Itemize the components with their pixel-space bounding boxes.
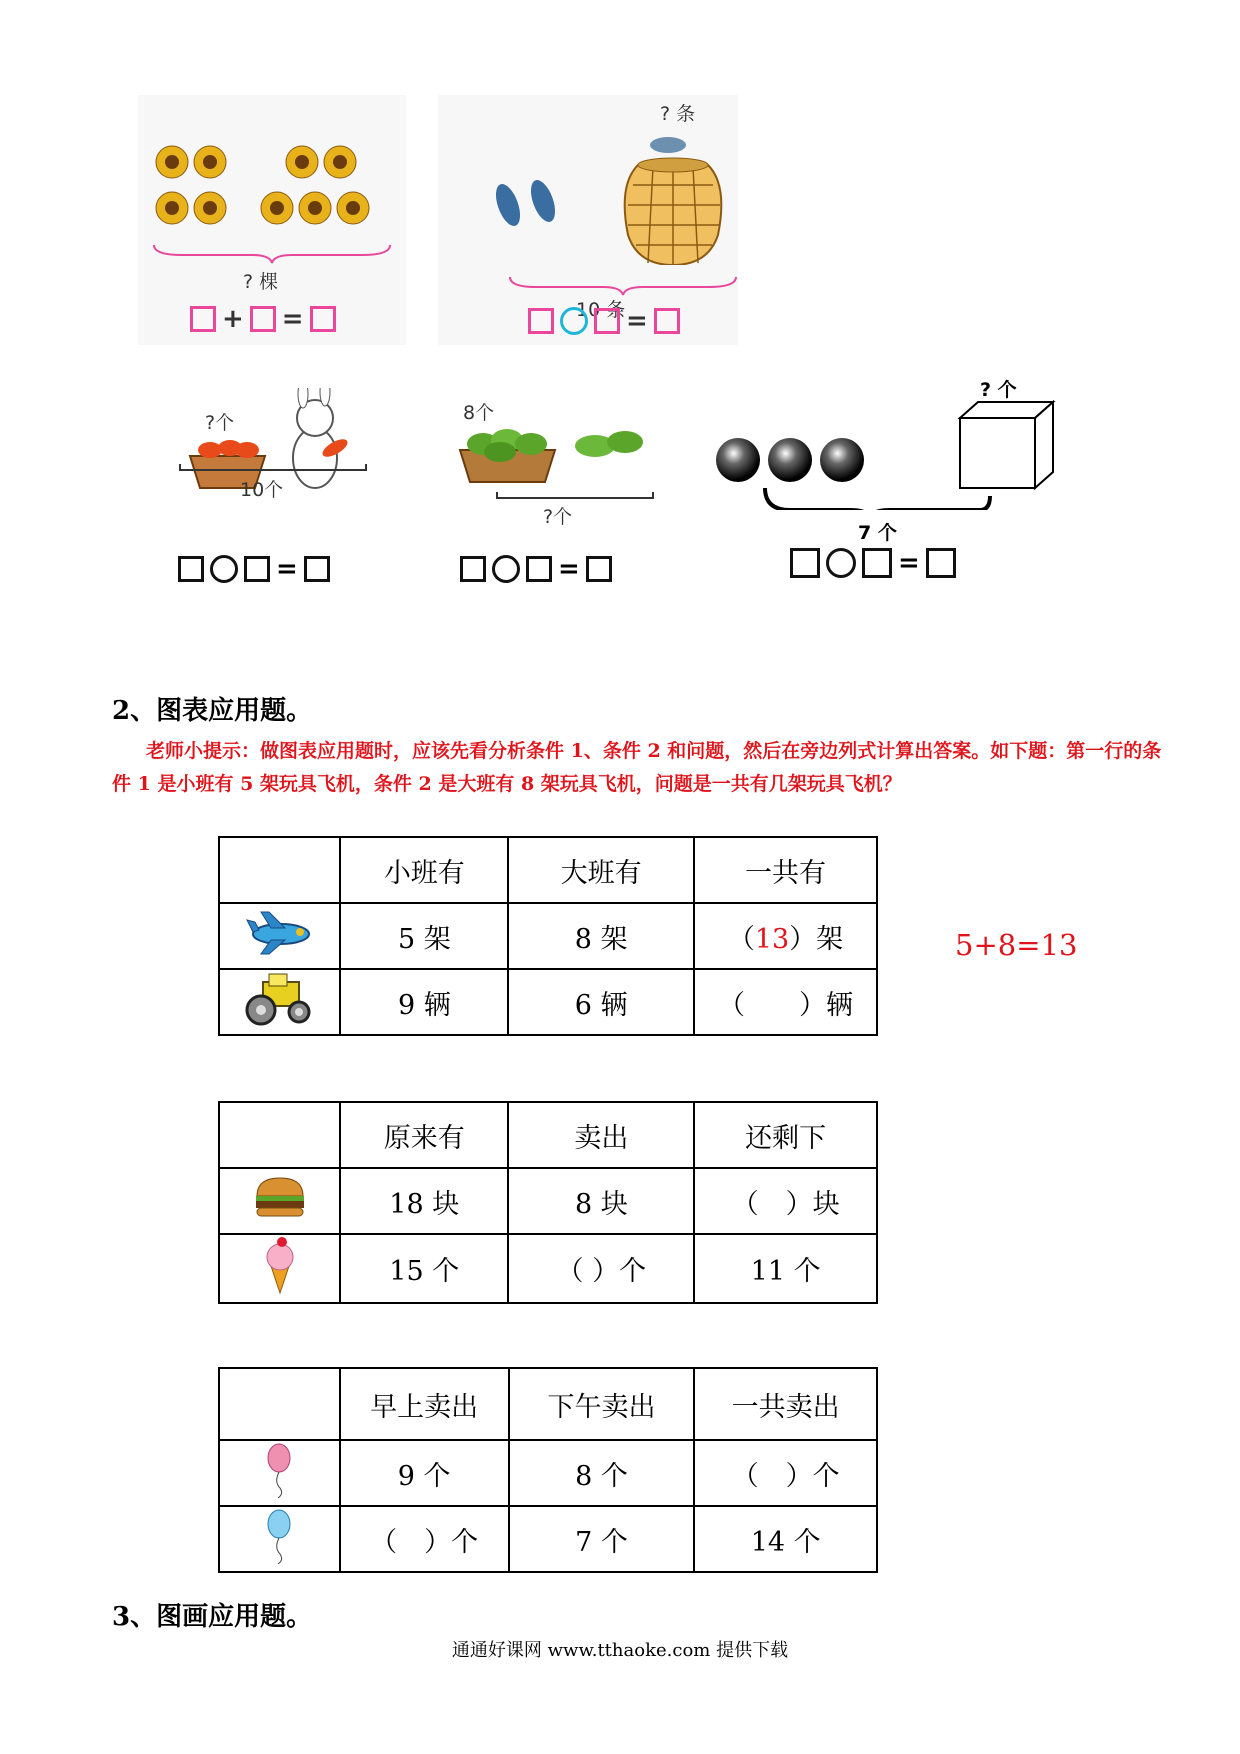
- mango-bottom-label: ?个: [543, 506, 573, 528]
- table-cell: 8 架: [508, 903, 694, 969]
- airplane-icon: [219, 903, 340, 969]
- box-question-label: ? 个: [980, 379, 1017, 401]
- plus-sign: +: [222, 304, 244, 334]
- answer-box[interactable]: [526, 556, 552, 582]
- operator-circle[interactable]: [492, 555, 520, 583]
- sunflower-equation: [190, 305, 336, 333]
- equals-sign: =: [276, 554, 298, 584]
- table-cell: 18 块: [340, 1168, 508, 1234]
- sunflower-question-label: ? 棵: [243, 271, 279, 293]
- sunflowers-illustration: [152, 140, 402, 240]
- table-cell: 14 个: [694, 1506, 877, 1572]
- table-cell: 15 个: [340, 1234, 508, 1303]
- tractor-icon: [219, 969, 340, 1035]
- equals-sign: =: [558, 554, 580, 584]
- fish-equation: [528, 307, 680, 335]
- answer-cell[interactable]: [694, 903, 877, 969]
- operator-circle[interactable]: [826, 548, 856, 578]
- fish-and-basket-illustration: [488, 125, 728, 265]
- column-header: 大班有: [508, 837, 694, 903]
- table-balloon-sales: [218, 1367, 878, 1573]
- column-header: 下午卖出: [509, 1368, 695, 1440]
- answer-cell[interactable]: （ ）个: [340, 1506, 509, 1572]
- table-toy-vehicles: [218, 836, 878, 1036]
- rabbit-total-label: 10个: [240, 479, 284, 501]
- mango-equation: [460, 555, 612, 583]
- column-header: 卖出: [508, 1102, 694, 1168]
- answer-cell[interactable]: （ ）块: [694, 1168, 877, 1234]
- answer-box[interactable]: [178, 556, 204, 582]
- answer-box[interactable]: [190, 306, 216, 332]
- operator-circle[interactable]: [210, 555, 238, 583]
- teacher-tip: 老师小提示：做图表应用题时，应该先看分析条件 1、条件 2 和问题，然后在旁边列式计算出答案。如下题：第一行的条件 1 是小班有 5 架玩具飞机，条件 2 是大班有 8 架玩具飞机，问题是一共有几架玩具飞机？: [112, 740, 1162, 795]
- operator-circle[interactable]: [560, 307, 588, 335]
- table-cell: 7 个: [509, 1506, 695, 1572]
- answer-box[interactable]: [304, 556, 330, 582]
- table-cell: 6 辆: [508, 969, 694, 1035]
- sunflower-problem: [138, 95, 406, 345]
- section-2-title: 2、图表应用题。: [112, 696, 313, 726]
- burger-icon: [219, 1168, 340, 1234]
- column-header: 一共有: [694, 837, 877, 903]
- table-corner: [219, 1368, 340, 1440]
- answer-box[interactable]: [528, 308, 554, 334]
- fish-total-label: 10 条: [576, 299, 626, 321]
- table-cell: 8 块: [508, 1168, 694, 1234]
- answer-box[interactable]: [460, 556, 486, 582]
- example-equation: 5+8=13: [955, 928, 1078, 962]
- page-footer: 通通好课网 www.tthaoke.com 提供下载: [451, 1640, 789, 1661]
- column-header: 还剩下: [694, 1102, 877, 1168]
- table-cell: 9 辆: [340, 969, 508, 1035]
- column-header: 一共卖出: [694, 1368, 877, 1440]
- answer-box[interactable]: [926, 548, 956, 578]
- ball-box-problem: [710, 370, 1060, 600]
- fish-brace: [508, 275, 738, 297]
- equals-sign: =: [281, 304, 304, 334]
- section-3-title: 3、图画应用题。: [112, 1602, 313, 1632]
- answer-box[interactable]: [790, 548, 820, 578]
- balls-equation: [790, 548, 956, 578]
- mango-brace: [495, 490, 655, 504]
- table-cell: 8 个: [509, 1440, 695, 1506]
- answer-box[interactable]: [594, 308, 620, 334]
- mango-top-label: 8个: [463, 402, 495, 424]
- answer-cell[interactable]: （ ）个: [694, 1440, 877, 1506]
- equals-sign: =: [898, 548, 920, 578]
- mango-problem: [455, 390, 655, 590]
- table-corner: [219, 837, 340, 903]
- mangoes-illustration: [455, 420, 655, 490]
- column-header: 原来有: [340, 1102, 508, 1168]
- table-cell: 11 个: [694, 1234, 877, 1303]
- paren-close-unit: ）架: [789, 923, 844, 955]
- pink-balloon-icon: [219, 1440, 340, 1506]
- balls-and-box-illustration: [710, 400, 1060, 510]
- answer-cell[interactable]: （ ）辆: [694, 969, 877, 1035]
- answer-box[interactable]: [862, 548, 892, 578]
- column-header: 小班有: [340, 837, 508, 903]
- sunflower-brace: [152, 243, 392, 265]
- answer-box[interactable]: [654, 308, 680, 334]
- fish-problem: [438, 95, 738, 345]
- example-answer-value: 13: [754, 923, 790, 955]
- rabbit-equation: [178, 555, 330, 583]
- rabbit-problem: [170, 380, 370, 590]
- answer-box[interactable]: [244, 556, 270, 582]
- column-header: 早上卖出: [340, 1368, 509, 1440]
- answer-cell[interactable]: （ ）个: [508, 1234, 694, 1303]
- equals-sign: =: [626, 306, 648, 336]
- table-cell: 5 架: [340, 903, 508, 969]
- answer-box[interactable]: [250, 306, 276, 332]
- answer-box[interactable]: [586, 556, 612, 582]
- ice-cream-icon: [219, 1234, 340, 1303]
- answer-box[interactable]: [310, 306, 336, 332]
- table-cell: 9 个: [340, 1440, 509, 1506]
- balls-total-label: 7 个: [858, 522, 897, 544]
- paren-open: （: [727, 923, 755, 955]
- table-food-sales: [218, 1101, 878, 1304]
- blue-balloon-icon: [219, 1506, 340, 1572]
- fish-top-label: ? 条: [660, 103, 696, 125]
- rabbit-top-label: ?个: [205, 412, 235, 434]
- table-corner: [219, 1102, 340, 1168]
